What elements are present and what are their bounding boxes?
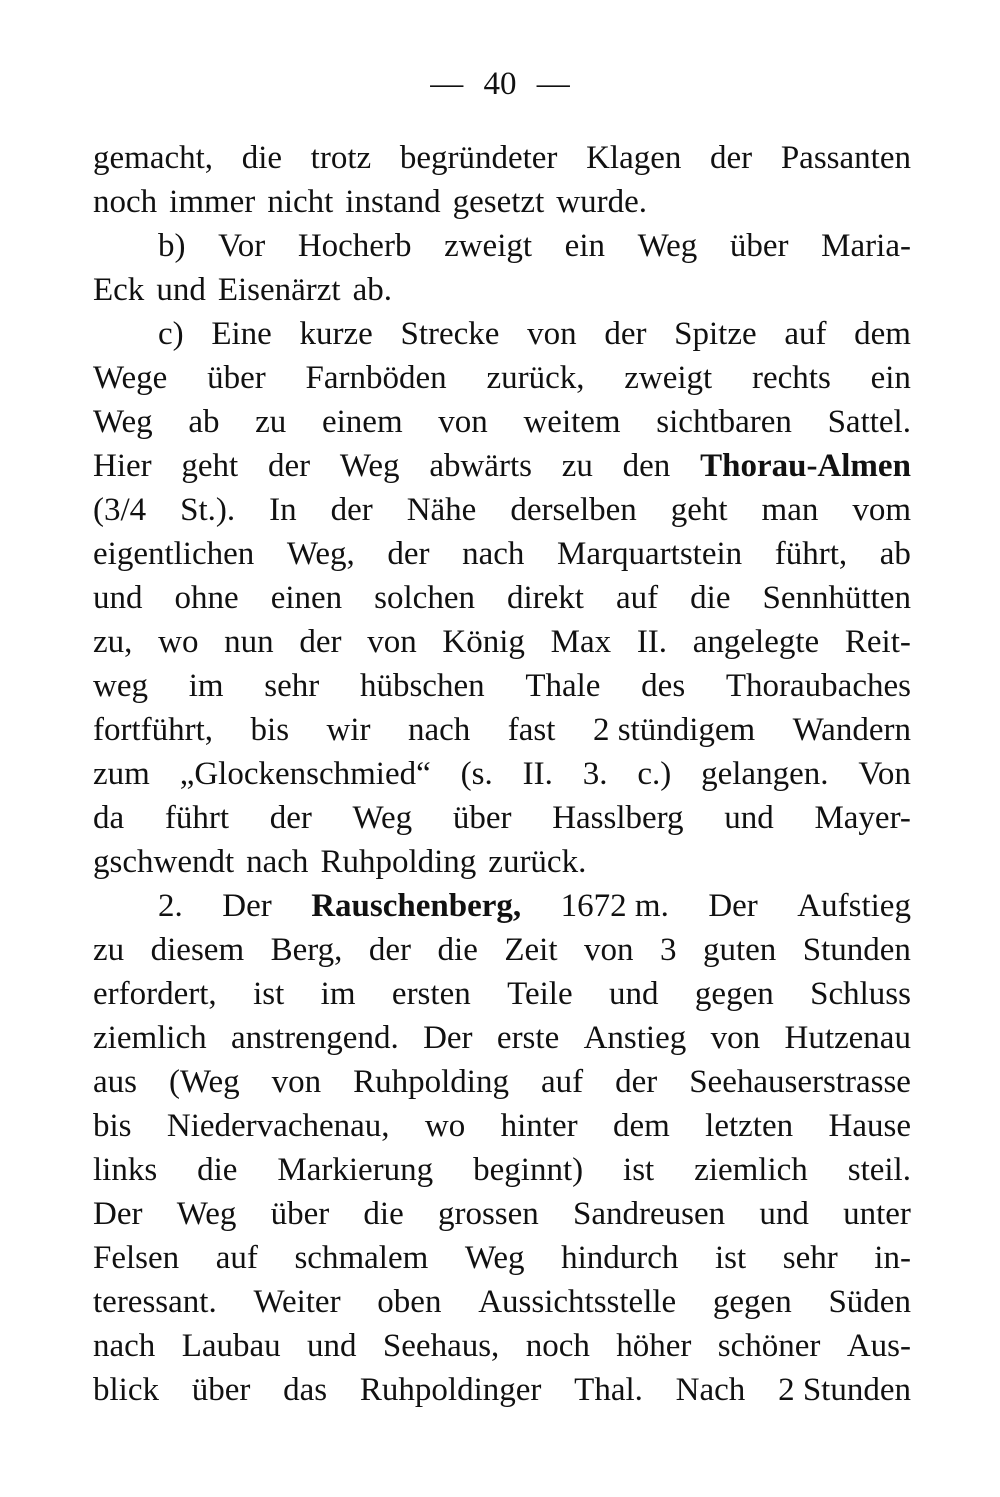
word: oben [377,1284,442,1320]
word: Niedervachenau, [166,1108,390,1144]
word: Wege [93,360,168,396]
word: grossen [437,1196,539,1232]
word: auf [215,1240,258,1276]
word: dem [854,316,911,352]
word: Weg [93,404,153,440]
word: den [622,448,671,484]
word: Hocherb [297,228,412,264]
word: nun [224,624,274,660]
word: Strecke [400,316,500,352]
word: ist [714,1240,747,1276]
word: Thorau-Almen [700,448,911,484]
word: sehr [782,1240,838,1276]
word: Weg [176,1196,237,1232]
word: Seehaus, [382,1328,500,1364]
word: gemacht, [93,140,214,176]
word: 3. [582,756,608,792]
text-line [93,840,911,884]
word: 2. [158,888,183,924]
word: und [93,580,143,616]
word: Ruhpolding [320,844,477,880]
word: über [452,800,512,836]
word: Ruhpolding [353,1064,509,1100]
word: über [207,360,266,396]
word: zu, [93,624,133,660]
text-line [93,1236,911,1280]
word: immer [169,184,256,220]
word: fortführt, [93,712,214,748]
word: Ruhpoldinger [359,1372,542,1408]
word: Von [858,756,911,792]
word: gelangen. [701,756,829,792]
word: 3 [659,932,677,968]
word: steil. [847,1152,911,1188]
word: führt, [774,536,848,572]
word: Thoraubaches [725,668,911,704]
word: Markierung [277,1152,434,1188]
word: im [188,668,224,704]
word: bis [250,712,290,748]
word: derselben [510,492,637,528]
word: wo [424,1108,466,1144]
word: ab [188,404,220,440]
word: trotz [310,140,372,176]
word: Nach [675,1372,746,1408]
word: Sattel. [827,404,911,440]
word: der [268,448,311,484]
word: ein [564,228,605,264]
word: „Glockenschmied“ [179,756,431,792]
word: noch [93,184,158,220]
word: über [191,1372,251,1408]
word: angelegte [692,624,820,660]
word: Hasslberg [552,800,684,836]
word: wurde. [556,184,647,220]
word: 2 stündigem [592,712,756,748]
word: Felsen [93,1240,180,1276]
text-line [93,1324,911,1368]
word: der [368,932,412,968]
text-line [93,1368,911,1412]
word: der [615,1064,658,1100]
word: einen [270,580,343,616]
word: Thal. [574,1372,643,1408]
word: Schluss [810,976,911,1012]
word: der [604,316,647,352]
word: Der [93,1196,143,1232]
text-line [93,444,911,488]
word: ein [870,360,911,396]
word: von [710,1020,761,1056]
text-line [93,972,911,1016]
word: Zeit [504,932,558,968]
word: blick [93,1372,159,1408]
word: instand [345,184,441,220]
word: begründeter [399,140,558,176]
word: ziemlich [93,1020,207,1056]
word: auf [784,316,827,352]
word: erfordert, [93,976,217,1012]
text-line [93,136,911,180]
word: sichtbaren [656,404,792,440]
word: nicht [267,184,334,220]
word: bis [93,1108,132,1144]
word: im [320,976,356,1012]
word: Der [708,888,758,924]
word: Weg [464,1240,525,1276]
word: die [690,580,731,616]
word: gesetzt [452,184,545,220]
word: die [241,140,283,176]
word: Weiter [253,1284,341,1320]
word: weg [93,668,148,704]
word: des [641,668,686,704]
word: Weg [637,228,698,264]
word: schöner [717,1328,821,1364]
word: gschwendt [93,844,235,880]
word: links [93,1152,158,1188]
word: Reit- [844,624,911,660]
word: über [729,228,789,264]
text-line [93,180,911,224]
word: (3/4 [93,492,147,528]
word: auf [616,580,659,616]
word: zu [255,404,287,440]
word: dem [612,1108,670,1144]
word: Hier [93,448,152,484]
word: anstrengend. [231,1020,399,1056]
word: Aus- [846,1328,911,1364]
text-line [93,1104,911,1148]
word: wo [158,624,199,660]
text-line [93,488,911,532]
word: Klagen [586,140,682,176]
text-line [93,796,911,840]
word: Berg, [270,932,343,968]
text-line [93,268,911,312]
word: von [367,624,417,660]
word: die [363,1196,404,1232]
word: hindurch [561,1240,679,1276]
word: b) [158,228,186,264]
word: Eck [93,272,145,308]
word: Aufstieg [797,888,911,924]
word: Passanten [780,140,911,176]
word: Laubau [181,1328,281,1364]
word: König [442,624,525,660]
text-line [93,664,911,708]
word: zweigt [624,360,713,396]
text-line [93,1016,911,1060]
word: schmalem [294,1240,429,1276]
word: II. [522,756,553,792]
word: Weg [339,448,400,484]
word: der [387,536,430,572]
word: führt [164,800,229,836]
word: letzten [705,1108,794,1144]
word: solchen [374,580,475,616]
word: Rauschenberg, [311,888,522,924]
word: eigentlichen [93,536,255,572]
word: die [197,1152,238,1188]
word: und [156,272,206,308]
word: zurück. [488,844,587,880]
word: und [307,1328,357,1364]
word: der [269,800,312,836]
word: zweigt [444,228,533,264]
text-line [93,1192,911,1236]
word: Vor [218,228,266,264]
word: das [283,1372,328,1408]
word: In [269,492,297,528]
word: zu [93,932,125,968]
word: der [330,492,373,528]
text-line [93,356,911,400]
word: und [609,976,659,1012]
word: 2 Stunden [778,1372,911,1408]
word: Eine [211,316,272,352]
word: der [710,140,753,176]
word: guten [702,932,777,968]
text-line [93,312,911,356]
word: zum [93,756,150,792]
text-line [93,884,911,928]
word: zurück, [486,360,585,396]
word: Weg, [286,536,355,572]
word: gegen [712,1284,792,1320]
word: fast [507,712,556,748]
word: da [93,800,125,836]
word: gegen [694,976,774,1012]
word: geht [181,448,239,484]
word: hinter [500,1108,578,1144]
word: II. [636,624,668,660]
word: ohne [174,580,239,616]
word: Hutzenau [784,1020,911,1056]
word: noch [525,1328,590,1364]
word: St.). [180,492,236,528]
word: Sandreusen [573,1196,726,1232]
word: erste [496,1020,560,1056]
word: nach [462,536,525,572]
word: Eisenärzt [217,272,341,308]
word: rechts [752,360,831,396]
text-line [93,928,911,972]
word: sehr [264,668,320,704]
text-line [93,400,911,444]
word: Mayer- [814,800,911,836]
word: diesem [150,932,245,968]
word: Seehauserstrasse [689,1064,911,1100]
word: Spitze [674,316,757,352]
word: geht [670,492,728,528]
word: weitem [523,404,621,440]
word: der [299,624,342,660]
text-line [93,532,911,576]
word: nach [93,1328,156,1364]
word: aus [93,1064,137,1100]
word: von [583,932,634,968]
word: man [761,492,819,528]
word: wir [326,712,371,748]
word: Hause [828,1108,911,1144]
text-line [93,708,911,752]
word: c.) [637,756,672,792]
body-text [93,136,911,1412]
word: (s. [460,756,493,792]
word: Stunden [802,932,911,968]
word: ab. [352,272,392,308]
text-line [93,752,911,796]
word: unter [843,1196,911,1232]
word: in- [874,1240,911,1276]
word: (Weg [168,1064,240,1100]
word: Marquartstein [557,536,743,572]
word: 1672 m. [560,888,669,924]
word: teressant. [93,1284,217,1320]
word: direkt [507,580,584,616]
word: Aussichtsstelle [478,1284,677,1320]
word: Der [423,1020,473,1056]
word: Max [550,624,612,660]
word: Süden [828,1284,911,1320]
text-line [93,1148,911,1192]
word: beginnt) [473,1152,584,1188]
word: die [437,932,478,968]
word: hübschen [359,668,485,704]
text-line [93,576,911,620]
word: c) [158,316,184,352]
word: ist [253,976,285,1012]
text-line [93,224,911,268]
word: Wandern [792,712,911,748]
word: nach [408,712,471,748]
word: ziemlich [694,1152,808,1188]
word: von [271,1064,322,1100]
word: über [270,1196,330,1232]
word: kurze [299,316,373,352]
word: von [438,404,488,440]
word: nach [246,844,309,880]
word: höher [616,1328,692,1364]
word: einem [321,404,403,440]
word: ersten [391,976,471,1012]
word: Nähe [406,492,477,528]
word: Sennhütten [762,580,911,616]
word: Thale [525,668,601,704]
word: Der [222,888,272,924]
word: abwärts [429,448,532,484]
word: Anstieg [583,1020,687,1056]
word: von [527,316,577,352]
word: und [759,1196,809,1232]
word: vom [852,492,911,528]
text-line [93,620,911,664]
word: Weg [352,800,413,836]
word: zu [561,448,593,484]
text-line [93,1280,911,1324]
text-line [93,1060,911,1104]
word: ist [623,1152,655,1188]
word: Teile [507,976,573,1012]
word: und [724,800,774,836]
page-number: — 40 — [430,66,570,102]
word: Farnböden [305,360,447,396]
word: ab [879,536,911,572]
word: Maria- [821,228,911,264]
word: auf [540,1064,584,1100]
